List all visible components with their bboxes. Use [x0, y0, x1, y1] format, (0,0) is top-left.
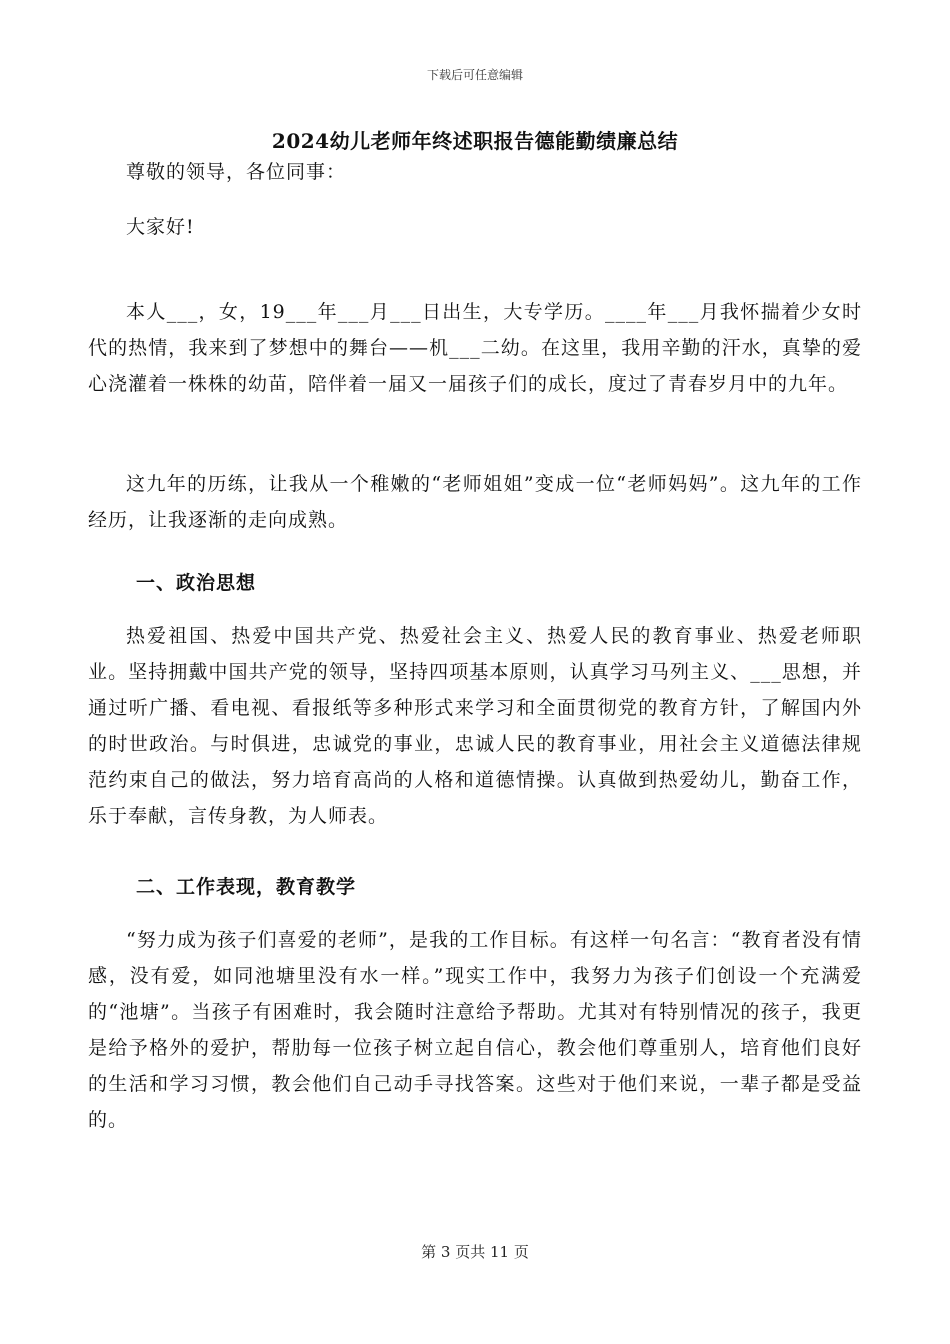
section-heading-politics: 一、政治思想: [136, 572, 257, 594]
greeting: 大家好!: [126, 216, 195, 238]
salutation-block: [88, 154, 862, 190]
work-paragraph-block: [88, 922, 862, 1138]
section-heading-work: 二、工作表现，教育教学: [136, 876, 357, 898]
page-number-label: 第 3 页共 11 页: [421, 1243, 529, 1261]
document-title: 2024幼儿老师年终述职报告德能勤绩廉总结: [271, 129, 679, 153]
salutation: 尊敬的领导，各位同事：: [126, 161, 347, 183]
page-footer: [0, 1241, 950, 1262]
politics-paragraph-block: [88, 618, 862, 834]
header-note: 下载后可任意编辑: [426, 68, 523, 82]
work-paragraph: “努力成为孩子们喜爱的老师”，是我的工作目标。有这样一句名言：“教育者没有情感，没有爱，如同池塘里没有水一样。”现实工作中，我努力为孩子们创设一个充满爱的“池塘”。当孩子有困难时，我会随时注意给予帮助。尤其对有特别情况的孩子，我更是给予格外的爱护，帮肋每一位孩子树立起自信心，教会他们尊重别人，培育他们良好的生活和学习习惯，教会他们自己动手寻找答案。这些对于他们来说，一辈子都是受益的。: [88, 929, 862, 1131]
growth-paragraph-block: [88, 466, 862, 538]
politics-paragraph: 热爱祖国、热爱中国共产党、热爱社会主义、热爱人民的教育事业、热爱老师职业。坚持拥戴中国共产党的领导，坚持四项基本原则，认真学习马列主义、___思想，并通过听广播、看电视、看报纸等多种形式来学习和全面贯彻党的教育方针，了解国内外的时世政治。与时俱进，忠诚党的事业，忠诚人民的教育事业，用社会主义道德法律规范约束自己的做法，努力培育高尚的人格和道德情操。认真做到热爱幼儿，勤奋工作，乐于奉献，言传身教，为人师表。: [88, 625, 862, 827]
growth-paragraph: 这九年的历练，让我从一个稚嫩的“老师姐姐”变成一位“老师妈妈”。这九年的工作经历，让我逐渐的走向成熟。: [88, 473, 862, 531]
intro-paragraph-block: [88, 294, 862, 402]
intro-paragraph: 本人___，女，19___年___月___日出生，大专学历。____年___月我怀揣着少女时代的热情，我来到了梦想中的舞台——机___二幼。在这里，我用辛勤的汗水，真挚的爱心浇灌着一株株的幼苗，陪伴着一届又一届孩子们的成长，度过了青春岁月中的九年。: [88, 301, 862, 395]
greeting-block: [88, 209, 862, 245]
